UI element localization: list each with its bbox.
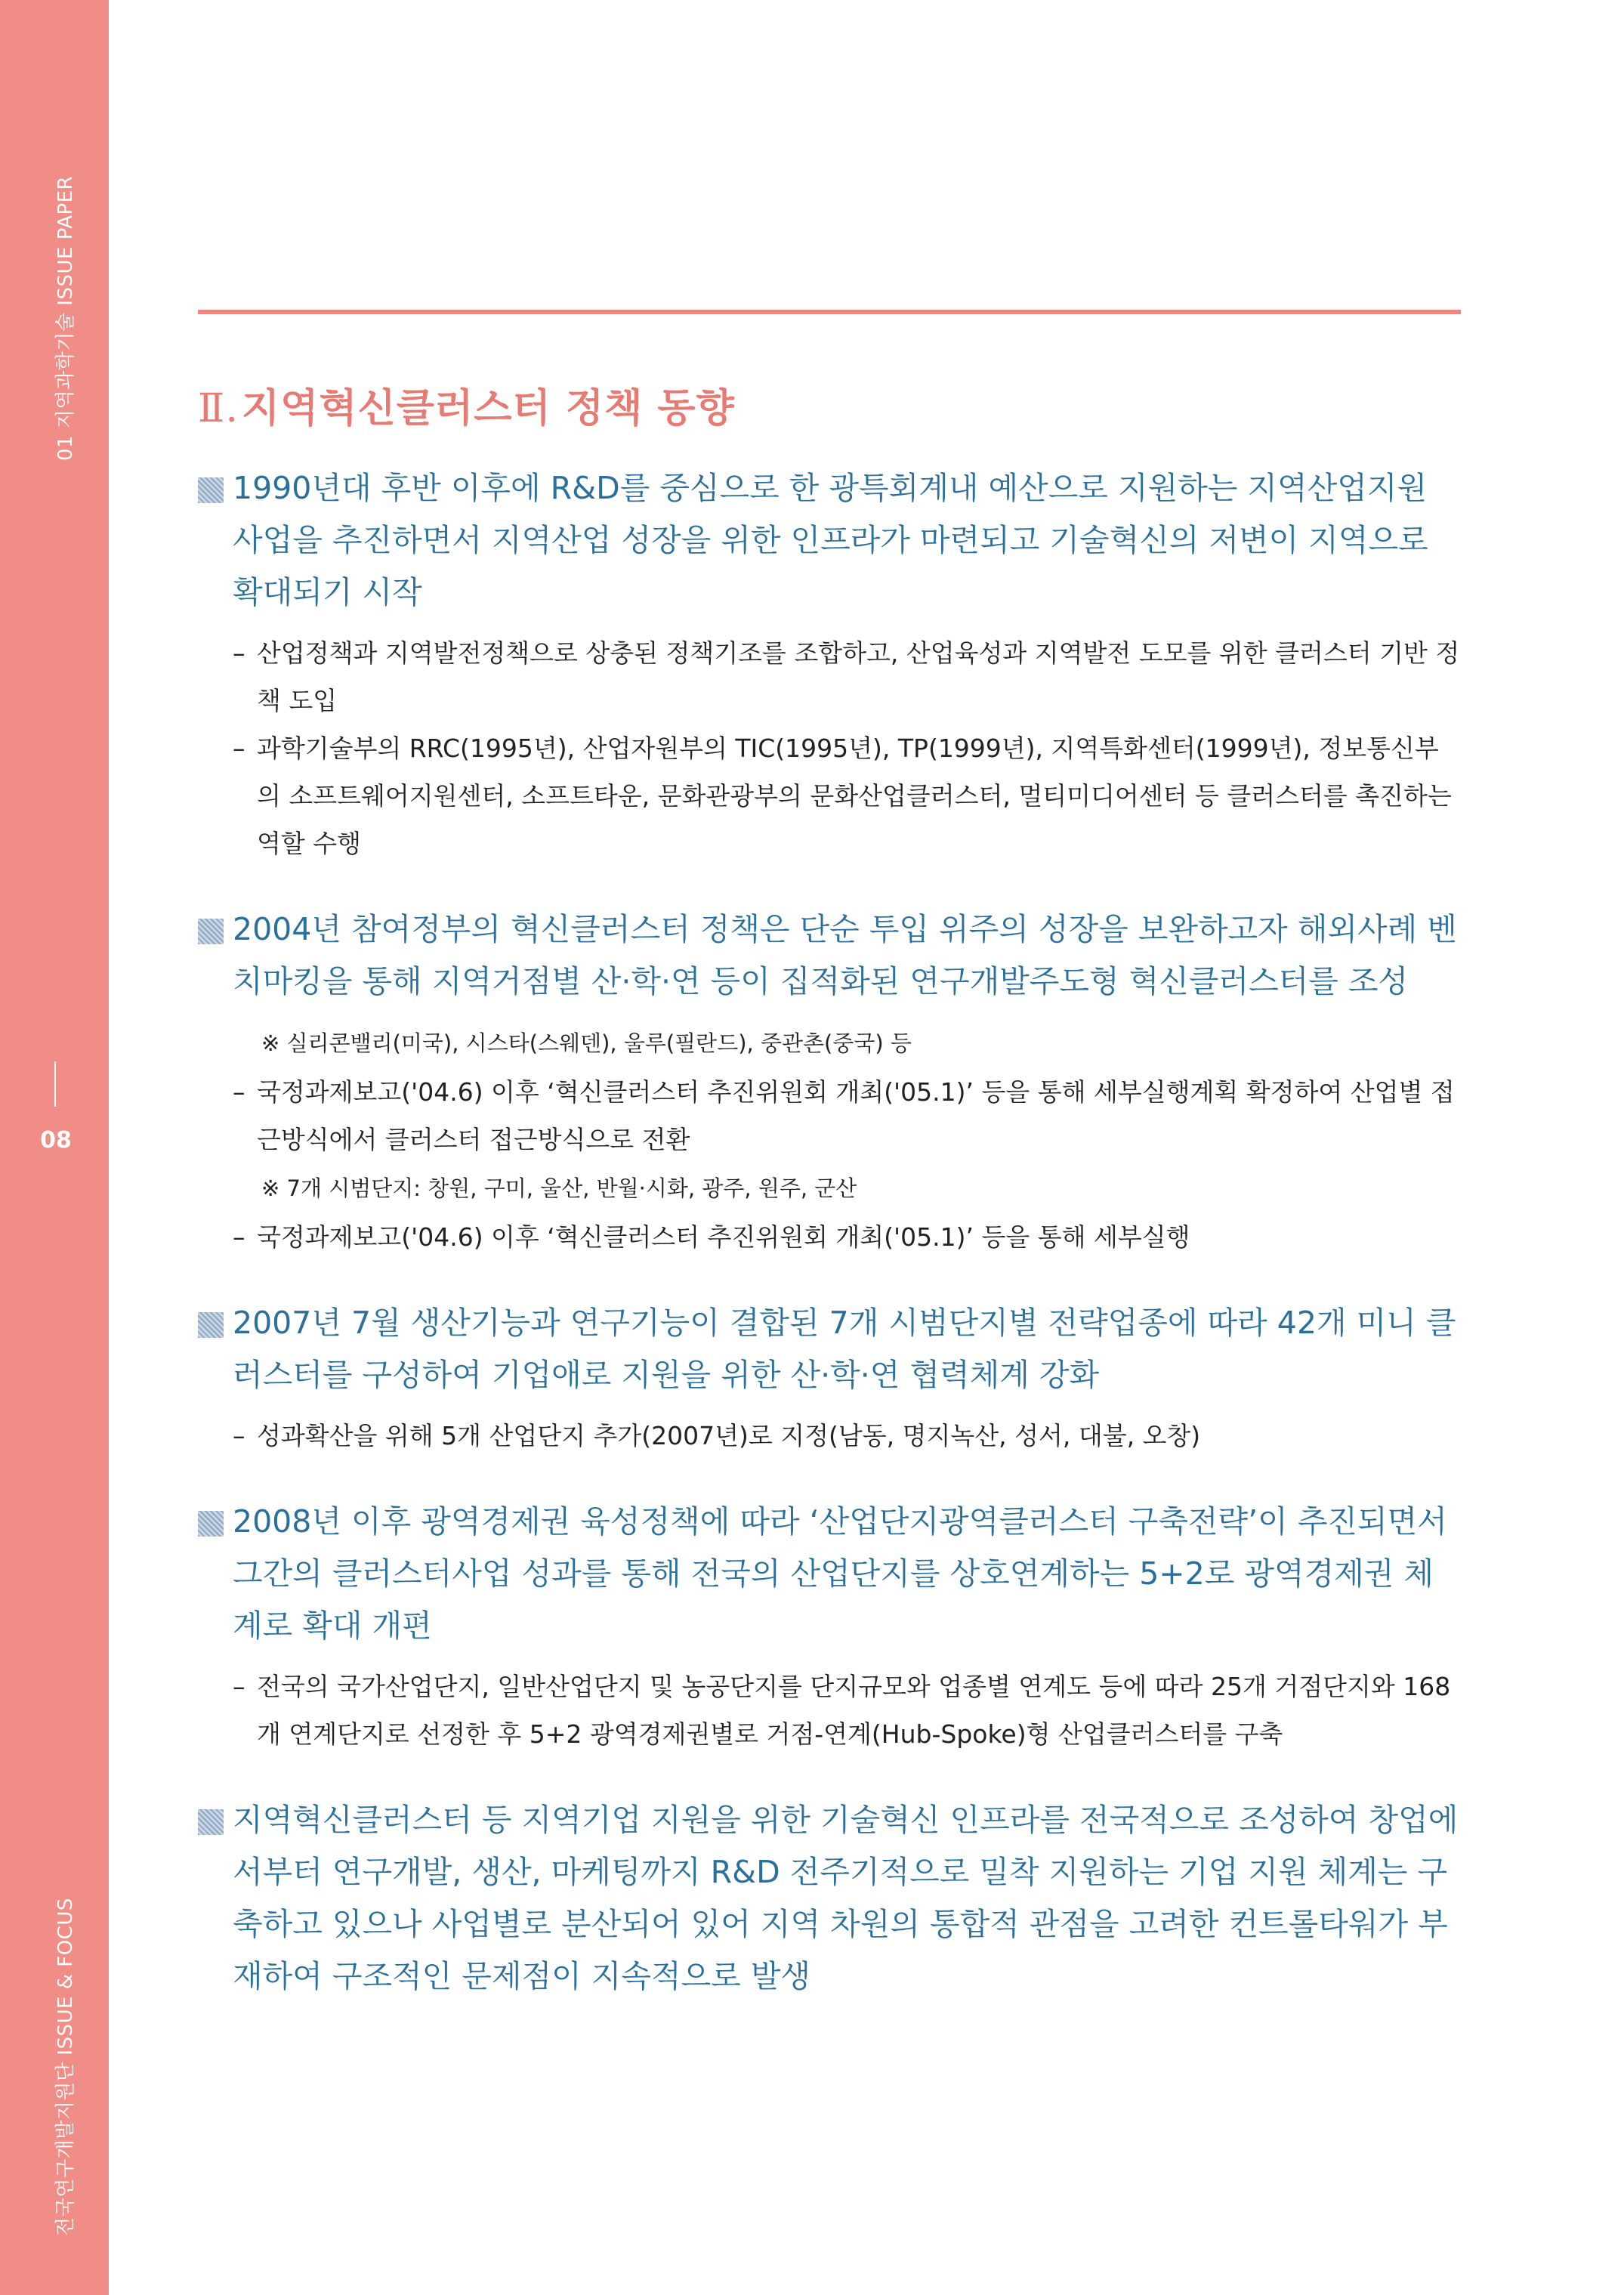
sub-point-text: 국정과제보고('04.6) 이후 ‘혁신클러스터 추진위원회 개최('05.1)’ 등을 통해 세부실행 (257, 1222, 1190, 1252)
section-number: Ⅱ. (198, 386, 239, 431)
reference-note: ※ 7개 시범단지: 창원, 구미, 울산, 반월·시화, 광주, 원주, 군산 (261, 1175, 857, 1201)
main-point-text: 2004년 참여정부의 혁신클러스터 정책은 단순 투입 위주의 성장을 보완하고자 해외사례 벤치마킹을 통해 지역거점별 산·학·연 등이 집적화된 연구개발주도형 혁신클러스터를 조성 (233, 911, 1457, 999)
sub-point-text: 성과확산을 위해 5개 산업단지 추가(2007년)로 지정(남동, 명지녹산, 성서, 대불, 오창) (257, 1421, 1201, 1450)
dash-bullet-icon: – (233, 734, 245, 763)
sub-point-text: 과학기술부의 RRC(1995년), 산업자원부의 TIC(1995년), TP(1999년), 지역특화센터(1999년), 정보통신부의 소프트웨어지원센터, 소프트타운, 문화관광부의 문화산업클러스터, 멀티미디어센터 등 클러스터를 촉진하는 역할 수행 (257, 734, 1452, 858)
page-number-divider (54, 1061, 56, 1107)
sidebar-publication-title: 01 지역과학기술 ISSUE PAPER (54, 175, 77, 461)
sub-point (198, 1213, 1461, 1261)
reference-note: ※ 실리콘밸리(미국), 시스타(스웨덴), 울루(필란드), 중관촌(중국) 등 (261, 1030, 912, 1056)
section-body (198, 462, 1461, 2039)
policy-section (198, 1496, 1461, 1758)
sub-point-text: 국정과제보고('04.6) 이후 ‘혁신클러스터 추진위원회 개최('05.1)’ 등을 통해 세부실행계획 확정하여 산업별 접근방식에서 클러스터 접근방식으로 전환 (257, 1077, 1455, 1154)
dash-bullet-icon: – (233, 1077, 245, 1107)
sub-point (198, 1412, 1461, 1459)
main-point-text: 2007년 7월 생산기능과 연구기능이 결합된 7개 시범단지별 전략업종에 따라 42개 미니 클러스터를 구성하여 기업애로 지원을 위한 산·학·연 협력체계 강화 (233, 1305, 1456, 1393)
section-title: 지역혁신클러스터 정책 동향 (241, 386, 735, 431)
hatched-square-bullet-icon (198, 919, 224, 944)
main-point (198, 903, 1461, 1008)
dash-bullet-icon: – (233, 638, 245, 668)
sub-point (198, 629, 1461, 724)
hatched-square-bullet-icon (198, 1809, 224, 1835)
main-point-text: 2008년 이후 광역경제권 육성정책에 따라 ‘산업단지광역클러스터 구축전략’이 추진되면서 그간의 클러스터사업 성과를 통해 전국의 산업단지를 상호연계하는 5+2로 광역경제권 체계로 확대 개편 (233, 1503, 1447, 1644)
main-point (198, 1496, 1461, 1652)
policy-section (198, 462, 1461, 867)
sub-point-text: 산업정책과 지역발전정책으로 상충된 정책기조를 조합하고, 산업육성과 지역발전 도모를 위한 클러스터 기반 정책 도입 (257, 638, 1460, 715)
policy-section (198, 1794, 1461, 2003)
hatched-square-bullet-icon (198, 1511, 224, 1537)
main-point (198, 1297, 1461, 1401)
sub-point (198, 1068, 1461, 1163)
page-number: 08 (40, 1127, 72, 1154)
main-point-text: 지역혁신클러스터 등 지역기업 지원을 위한 기술혁신 인프라를 전국적으로 조성하여 창업에서부터 연구개발, 생산, 마케팅까지 R&D 전주기적으로 밀착 지원하는 기업 지원 체계는 구축하고 있으나 사업별로 분산되어 있어 지역 차원의 통합적 관점을 고려한 컨트롤타워가 부재하여 구조적인 문제점이 지속적으로 발생 (233, 1802, 1459, 1994)
policy-section (198, 1297, 1461, 1459)
sub-point-text: 전국의 국가산업단지, 일반산업단지 및 농공단지를 단지규모와 업종별 연계도 등에 따라 25개 거점단지와 168개 연계단지로 선정한 후 5+2 광역경제권별로 거점-연계(Hub-Spoke)형 산업클러스터를 구축 (257, 1672, 1451, 1749)
section-heading (198, 376, 735, 433)
hatched-square-bullet-icon (198, 477, 224, 503)
policy-section (198, 903, 1461, 1261)
main-point (198, 462, 1461, 619)
dash-bullet-icon: – (233, 1421, 245, 1450)
sidebar (0, 0, 109, 2295)
section-top-rule (198, 310, 1461, 314)
dash-bullet-icon: – (233, 1222, 245, 1252)
hatched-square-bullet-icon (198, 1312, 224, 1338)
main-point-text: 1990년대 후반 이후에 R&D를 중심으로 한 광특회계내 예산으로 지원하는 지역산업지원 사업을 추진하면서 지역산업 성장을 위한 인프라가 마련되고 기술혁신의 저변이 지역으로 확대되기 시작 (233, 470, 1428, 610)
sidebar-publisher-title: 전국연구개발지원단 ISSUE & FOCUS (54, 1898, 77, 2236)
main-point (198, 1794, 1461, 2003)
sub-point (198, 724, 1461, 867)
sub-point (198, 1663, 1461, 1758)
dash-bullet-icon: – (233, 1672, 245, 1701)
